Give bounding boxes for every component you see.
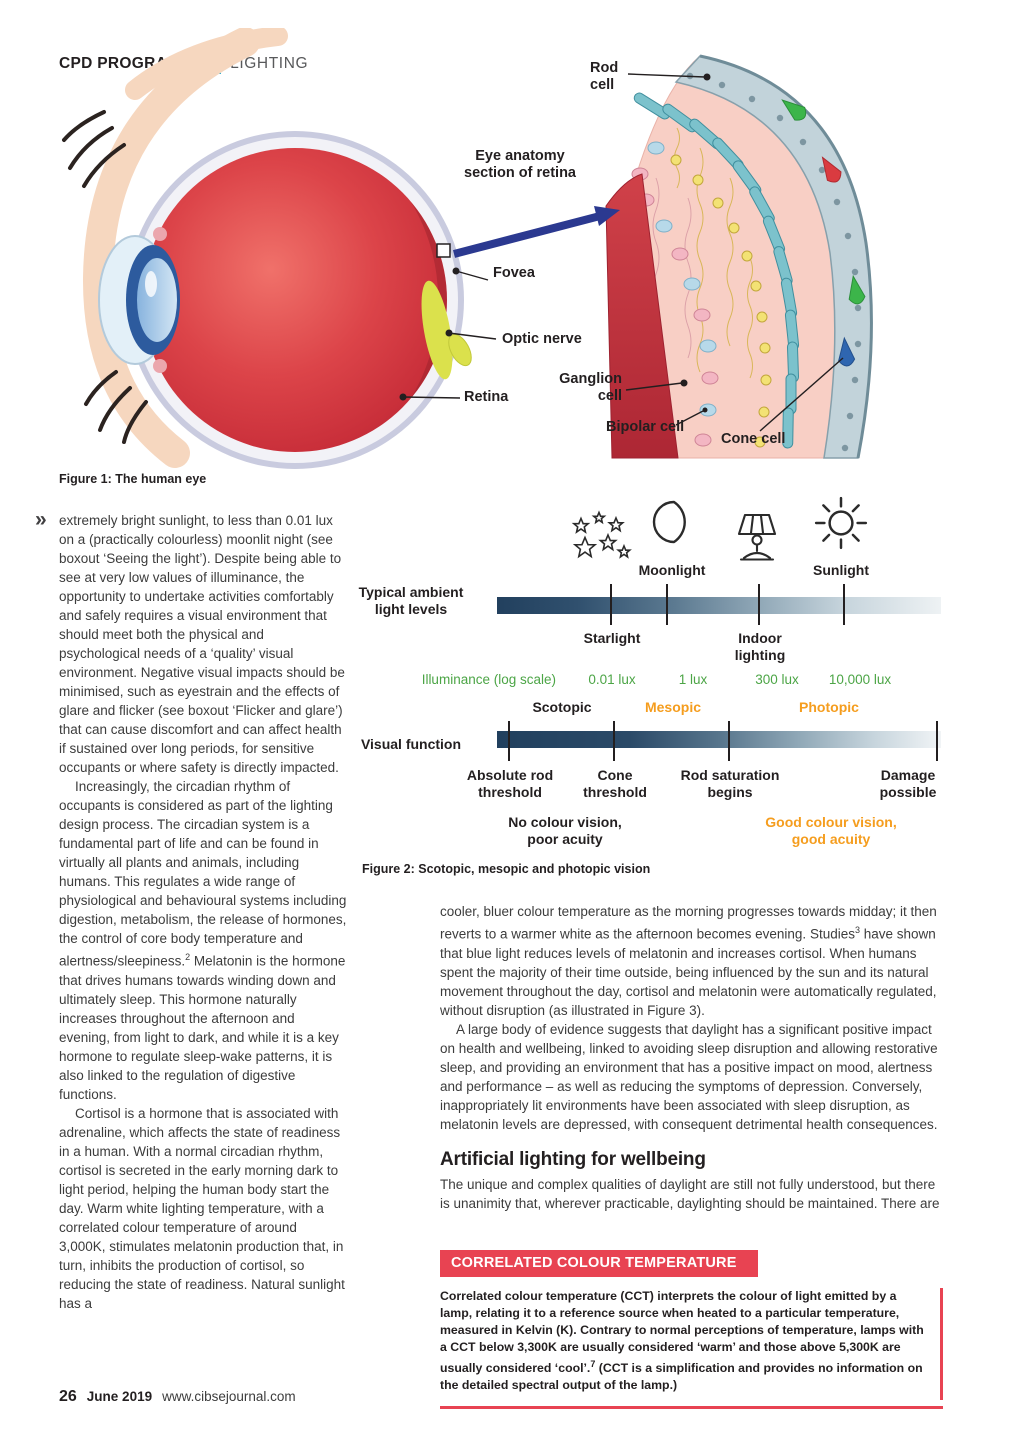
header-section-label: LIGHTING (230, 55, 309, 72)
label-scotopic: Scotopic (532, 699, 592, 715)
label-sunlight: Sunlight (813, 562, 869, 578)
left-para1: extremely bright sunlight, to less than 0.01 lux on a (practically colourless) moonlit night (see boxout ‘Seeing the light’). Despite being able to see at very low values of illuminance, the opportunity to undertake activities comfortably and safely requires a visual environment that should meet both the physical and psychological needs of a ‘quality’ visual environment. Negative visual impacts should be minimised, such as eyestrain and the effects of glare and flicker (see boxout ‘Flicker and glare’) that can cause discomfort and can affect health if sustained over long periods, for sensitive occupants or where safety is directly impacted. (59, 513, 345, 775)
lamp-icon (732, 508, 782, 564)
header-kicker: CPD PROGRAMME (59, 55, 205, 72)
sun-icon (812, 494, 870, 552)
tick-moonlight (666, 584, 668, 625)
left-para2: Increasingly, the circadian rhythm of occupants is considered as part of the lighting design process. The circadian system is a fundamental part of life and can be found in virtually all plants and animals, including humans. This regulates a wide range of physiological and behavioural systems including digestion, metabolism, the release of hormones, the control of core body temperature and alertness/sleepiness.$^2$ Melatonin is the hormone that drives humans towards winding down and ultimately sleep. This hormone naturally increases throughout the afternoon and evening, from light to dark, and while it is a key hormone to regulate sleep-wake patterns, it is also linked to the regulation of digestive functions. (59, 779, 347, 1102)
label-eye-anatomy: Eye anatomy section of retina (464, 148, 576, 182)
tick-sunlight (843, 584, 845, 625)
boxout-bottom-rule (440, 1406, 943, 1409)
label-damage-possible: Damage possible (879, 767, 937, 801)
boxout-title: CORRELATED COLOUR TEMPERATURE (440, 1250, 758, 1277)
footnote-ref-2: 2 (185, 952, 191, 962)
boxout-body: Correlated colour temperature (CCT) interprets the colour of light emitted by a lamp, relating it to a reference source when heated to a particular temperature, measured in Kelvin (K). Contrary to normal perceptions of temperature, lamps with a CCT below 3,300K are usually considered ‘warm’ and those above 5,300K are usually considered ‘cool’.$^7$ (CCT is a simplification and provides no information on the detailed spectral output of the lamp.) (440, 1288, 943, 1400)
figure1-caption: Figure 1: The human eye (59, 472, 207, 486)
tick-starlight (610, 584, 612, 625)
visual-function-bar (497, 731, 941, 748)
label-rod-cell: Rod cell (590, 60, 619, 94)
figure1-illustration (40, 28, 920, 476)
tick-rod-threshold (508, 721, 510, 761)
label-mesopic: Mesopic (644, 699, 701, 715)
label-bipolar-cell: Bipolar cell (606, 419, 685, 435)
label-rod-threshold: Absolute rod threshold (466, 767, 554, 801)
footnote-ref-3: 3 (854, 925, 860, 935)
label-starlight: Starlight (583, 630, 641, 646)
right-para3: The unique and complex qualities of daylight are still not fully understood, but there is unanimity that, wherever practicable, daylighting should be maintained. There are (440, 1176, 940, 1211)
label-cone-threshold: Cone threshold (583, 767, 647, 801)
website-url: www.cibsejournal.com (162, 1389, 296, 1404)
label-lux-300: 300 lux (755, 672, 799, 687)
boxout-lead: Correlated colour temperature (440, 1289, 617, 1303)
figure2-caption: Figure 2: Scotopic, mesopic and photopic vision (362, 862, 651, 876)
tick-damage (936, 721, 938, 761)
label-retina: Retina (464, 389, 509, 405)
stars-icon (568, 508, 634, 564)
label-ganglion-cell: Ganglion cell (559, 371, 622, 405)
right-para2: A large body of evidence suggests that daylight has a significant positive impact on health and wellbeing, linked to avoiding sleep disruption and allowing restorative sleep, and providing an environment that has a positive impact on mood, alertness and performance – as well as reducing the symptoms of depression. Conversely, inappropriately lit environments have been associated with sleep disruption, as melatonin levels are depressed, with consequent detrimental health consequences. (440, 1021, 938, 1132)
section-heading: Artificial lighting for wellbeing (440, 1148, 706, 1170)
label-lux-1: 1 lux (678, 672, 708, 687)
moon-icon (642, 496, 694, 548)
label-rod-saturation: Rod saturation begins (680, 767, 780, 801)
label-illuminance-scale: Illuminance (log scale) (421, 672, 556, 687)
footer (59, 1388, 296, 1406)
label-good-colour-vision: Good colour vision, good acuity (765, 814, 897, 848)
label-optic-nerve: Optic nerve (502, 331, 582, 347)
ambient-light-bar (497, 597, 941, 614)
label-no-colour-vision: No colour vision, poor acuity (508, 814, 622, 848)
section-arrow (454, 206, 620, 254)
retina-section (606, 56, 871, 458)
label-cone-cell: Cone cell (721, 431, 786, 447)
label-lux-10000: 10,000 lux (828, 672, 892, 687)
right-para1: cooler, bluer colour temperature as the morning progresses towards midday; it then reverts to a warmer white as the afternoon becomes evening. Studies$^3$ have shown that blue light reduces levels of melatonin and increases cortisol. When humans spent the majority of their time outside, being influenced by the sun and its natural movement throughout the day, cortisol and melatonin were automatically regulated, without disruption (as illustrated in Figure 3). (440, 904, 937, 1018)
label-indoor-lighting: Indoor lighting (734, 630, 786, 664)
tick-indoor (758, 584, 760, 625)
fovea-marker (437, 244, 450, 257)
eye-anatomy-svg (40, 28, 920, 476)
right-column (440, 902, 943, 1213)
issue-date: June 2019 (86, 1389, 153, 1404)
tick-cone-threshold (613, 721, 615, 761)
left-column (59, 511, 347, 1313)
continuation-marker: » (35, 508, 47, 531)
label-lux-001: 0.01 lux (588, 672, 636, 687)
footnote-ref-7: 7 (590, 1359, 596, 1369)
label-moonlight: Moonlight (638, 562, 706, 578)
page-number: 26 (59, 1388, 77, 1405)
label-ambient-light-levels: Typical ambient light levels (358, 584, 464, 618)
label-visual-function: Visual function (360, 736, 462, 752)
label-photopic: Photopic (799, 699, 859, 715)
label-fovea: Fovea (493, 265, 535, 281)
tick-rod-saturation (728, 721, 730, 761)
left-para3: Cortisol is a hormone that is associated with adrenaline, which affects the state of readiness in a human. With a normal circadian rhythm, cortisol is secreted in the early morning dark to light period, helping the human body start the day. Warm white lighting temperature, with a correlated colour temperature of around 3,000K, stimulates melatonin production that, in turn, inhibits the production of cortisol, so reducing the state of readiness. Natural sunlight has a (59, 1105, 345, 1311)
